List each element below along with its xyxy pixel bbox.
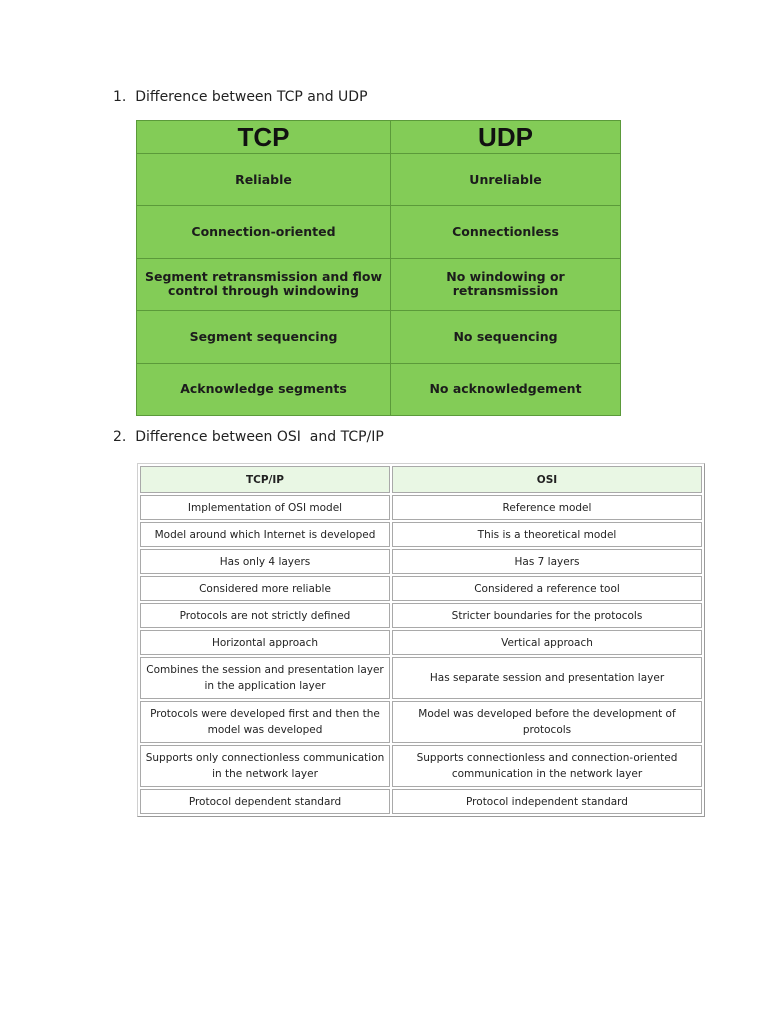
tcp-header: TCP	[137, 121, 391, 154]
udp-cell: Unreliable	[391, 154, 621, 206]
udp-cell: No sequencing	[391, 311, 621, 363]
tcpip-cell: Protocols were developed first and then the model was developed	[140, 701, 390, 743]
osi-cell: Supports connectionless and connection-oriented communication in the network layer	[392, 745, 702, 787]
table-row	[140, 576, 702, 601]
osi-cell: This is a theoretical model	[392, 522, 702, 547]
table-header-row	[137, 121, 621, 154]
osi-cell: Has separate session and presentation layer	[392, 657, 702, 699]
osi-cell: Has 7 layers	[392, 549, 702, 574]
tcpip-header: TCP/IP	[140, 466, 390, 493]
tcpip-cell: Considered more reliable	[140, 576, 390, 601]
udp-cell: Connectionless	[391, 206, 621, 258]
udp-header: UDP	[391, 121, 621, 154]
section2-heading: 2. Difference between OSI and TCP/IP	[113, 429, 384, 445]
tcp-cell: Segment retransmission and flow control through windowing	[137, 258, 391, 310]
table-row	[140, 522, 702, 547]
tcpip-cell: Combines the session and presentation layer in the application layer	[140, 657, 390, 699]
udp-cell: No acknowledgement	[391, 363, 621, 415]
tcp-cell: Segment sequencing	[137, 311, 391, 363]
tcpip-cell: Model around which Internet is developed	[140, 522, 390, 547]
table-row	[140, 603, 702, 628]
tcpip-cell: Has only 4 layers	[140, 549, 390, 574]
table-row	[140, 701, 702, 743]
tcp-cell: Reliable	[137, 154, 391, 206]
table-row	[140, 745, 702, 787]
tcp-cell: Acknowledge segments	[137, 363, 391, 415]
section1-heading: 1. Difference between TCP and UDP	[113, 89, 368, 105]
table-row	[140, 630, 702, 655]
tcpip-cell: Protocol dependent standard	[140, 789, 390, 814]
tcpip-cell: Horizontal approach	[140, 630, 390, 655]
table-row	[137, 311, 621, 363]
osi-cell: Stricter boundaries for the protocols	[392, 603, 702, 628]
osi-cell: Protocol independent standard	[392, 789, 702, 814]
udp-cell: No windowing or retransmission	[391, 258, 621, 310]
table-header-row	[140, 466, 702, 493]
tcp-cell: Connection-oriented	[137, 206, 391, 258]
table-row	[140, 657, 702, 699]
table-row	[137, 206, 621, 258]
osi-header: OSI	[392, 466, 702, 493]
tcp-udp-table	[136, 120, 621, 416]
table-row	[140, 495, 702, 520]
table-row	[137, 363, 621, 415]
tcpip-cell: Implementation of OSI model	[140, 495, 390, 520]
osi-cell: Vertical approach	[392, 630, 702, 655]
table-row	[140, 549, 702, 574]
osi-cell: Considered a reference tool	[392, 576, 702, 601]
table-row	[140, 789, 702, 814]
osi-cell: Model was developed before the development of protocols	[392, 701, 702, 743]
tcpip-cell: Protocols are not strictly defined	[140, 603, 390, 628]
table-row	[137, 154, 621, 206]
tcpip-cell: Supports only connectionless communication in the network layer	[140, 745, 390, 787]
tcpip-osi-table	[137, 463, 705, 817]
osi-cell: Reference model	[392, 495, 702, 520]
table-row	[137, 258, 621, 310]
